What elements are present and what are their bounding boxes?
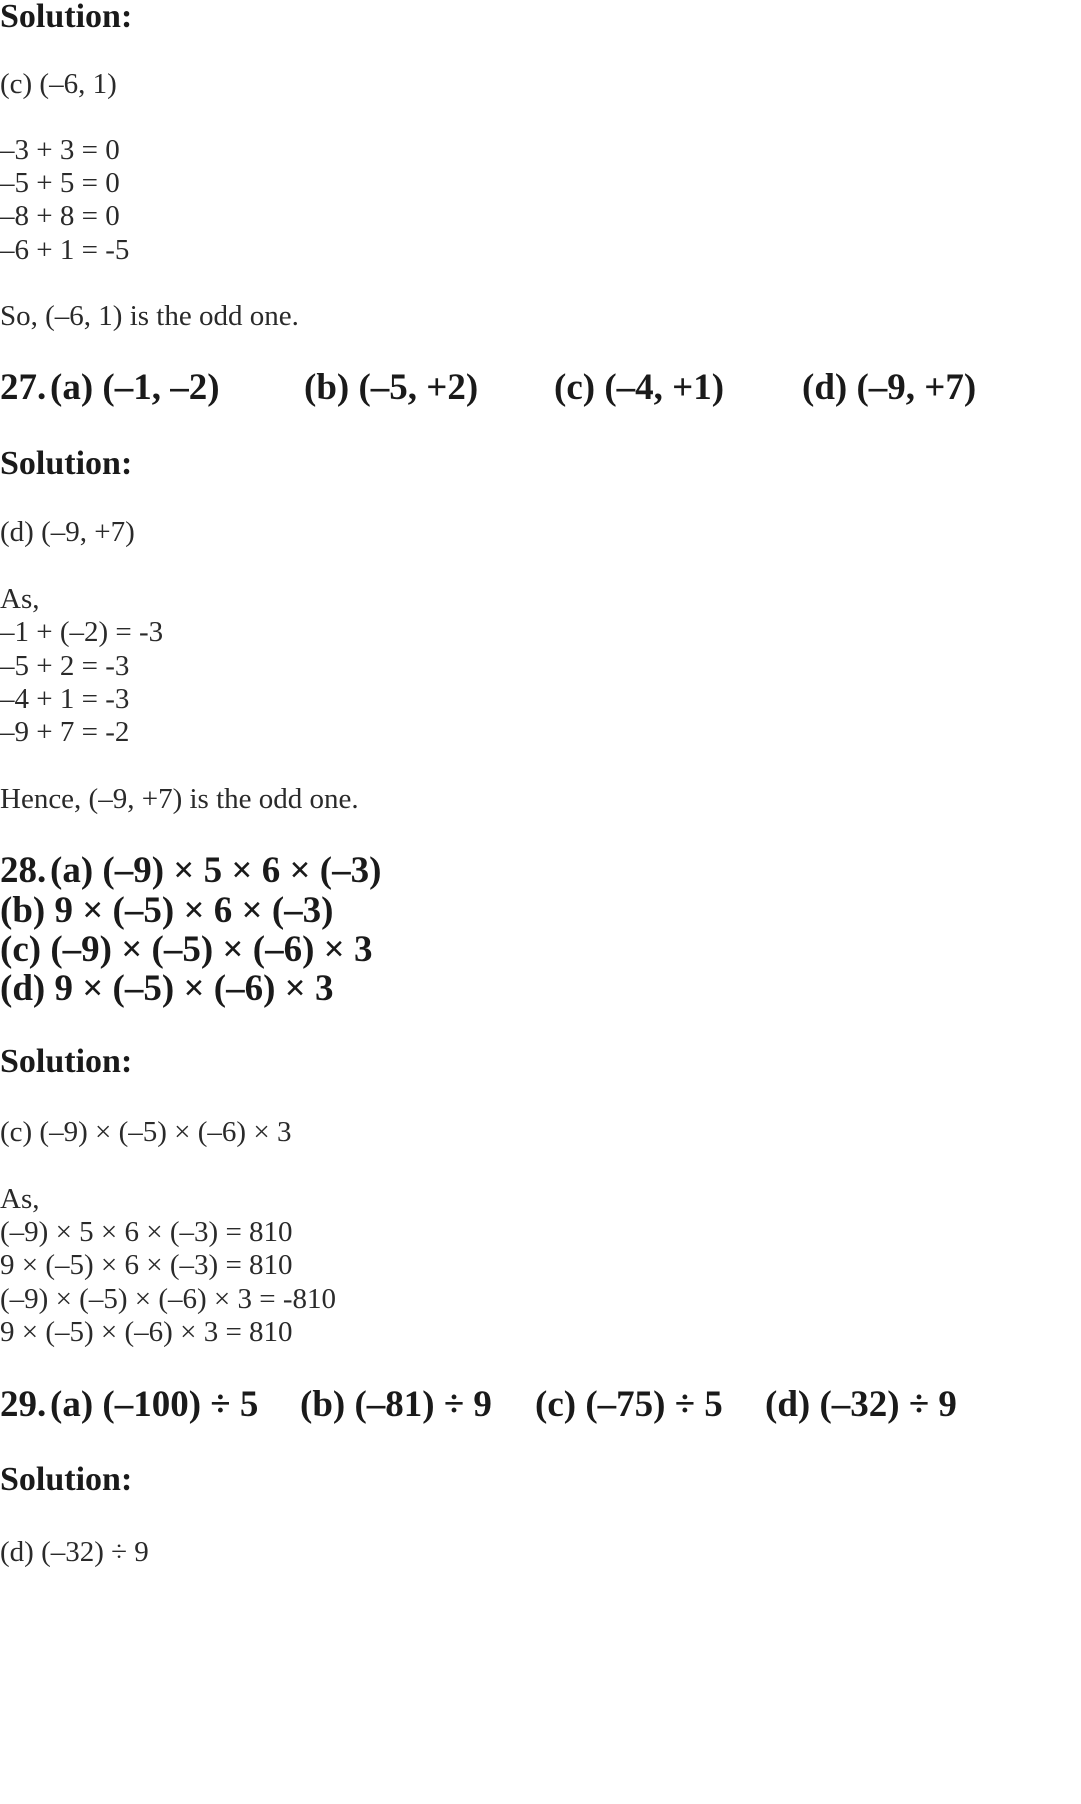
lead-line: As, [0,1183,40,1215]
work-line: –8 + 8 = 0 [0,200,120,232]
solution-heading: Solution: [0,1461,133,1498]
answer-line: (d) (–9, +7) [0,516,135,548]
work-line: –6 + 1 = -5 [0,234,130,266]
question-option: (b) (–81) ÷ 9 [300,1384,492,1425]
question-option: (c) (–9) × (–5) × (–6) × 3 [0,929,373,970]
question-option: (b) (–5, +2) [304,367,479,408]
question-option: (a) (–9) × 5 × 6 × (–3) [50,850,382,891]
answer-line: (c) (–9) × (–5) × (–6) × 3 [0,1116,292,1148]
work-line: –5 + 5 = 0 [0,167,120,199]
work-line: (–9) × (–5) × (–6) × 3 = -810 [0,1283,337,1315]
conclusion-line: So, (–6, 1) is the odd one. [0,300,299,332]
lead-line: As, [0,583,40,615]
work-line: –5 + 2 = -3 [0,650,130,682]
solution-heading: Solution: [0,0,133,35]
question-option: (d) 9 × (–5) × (–6) × 3 [0,968,334,1009]
question-option: (d) (–32) ÷ 9 [765,1384,957,1425]
work-line: –9 + 7 = -2 [0,716,130,748]
work-line: 9 × (–5) × (–6) × 3 = 810 [0,1316,293,1348]
solution-heading: Solution: [0,1043,133,1080]
solution-heading: Solution: [0,445,133,482]
question-number: 29. [0,1384,47,1425]
work-line: –3 + 3 = 0 [0,134,120,166]
work-line: (–9) × 5 × 6 × (–3) = 810 [0,1216,293,1248]
question-option: (a) (–1, –2) [50,367,220,408]
work-line: 9 × (–5) × 6 × (–3) = 810 [0,1249,293,1281]
question-option: (b) 9 × (–5) × 6 × (–3) [0,890,334,931]
question-number: 27. [0,367,47,408]
answer-line: (d) (–32) ÷ 9 [0,1536,149,1568]
conclusion-line: Hence, (–9, +7) is the odd one. [0,783,359,815]
question-option: (c) (–4, +1) [554,367,725,408]
question-option: (c) (–75) ÷ 5 [535,1384,723,1425]
question-option: (a) (–100) ÷ 5 [50,1384,259,1425]
answer-line: (c) (–6, 1) [0,68,117,100]
question-number: 28. [0,850,47,891]
question-option: (d) (–9, +7) [802,367,977,408]
work-line: –1 + (–2) = -3 [0,616,164,648]
work-line: –4 + 1 = -3 [0,683,130,715]
